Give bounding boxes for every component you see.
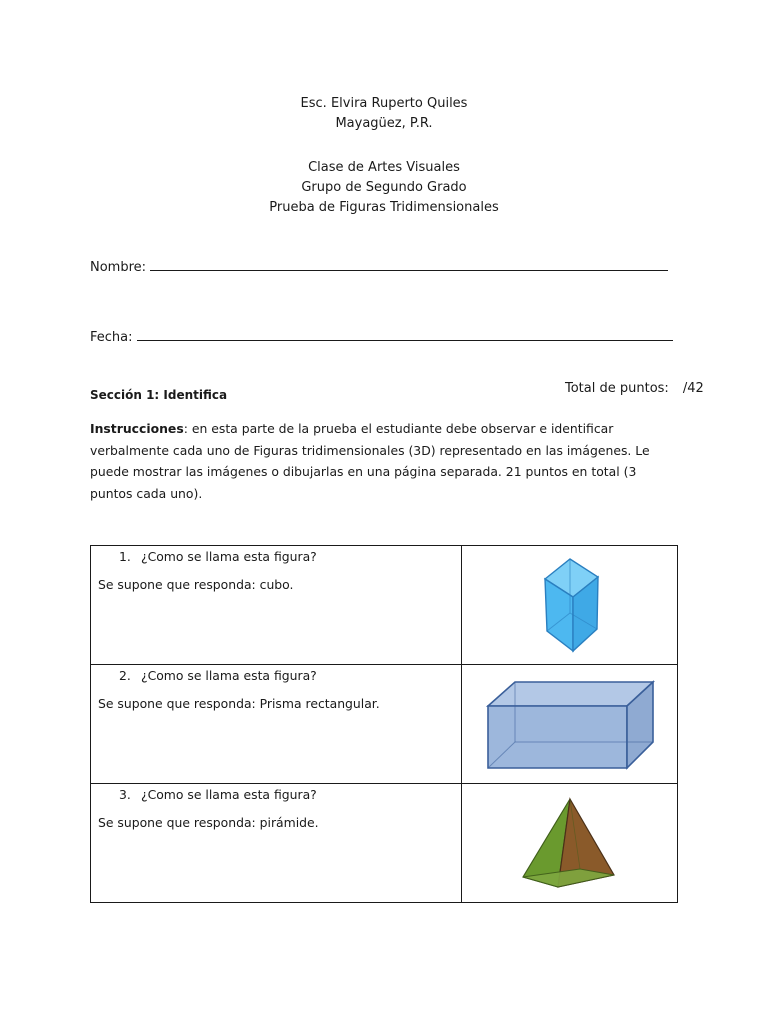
instructions-text: : en esta parte de la prueba el estudiante debe observar e identificar verbalmente cada uno de Figuras tridimensionales (3D) representado en las imágenes. Le puede mostrar las imágenes o dibujarlas en una página separada. 21 puntos en total (3 puntos cada uno). bbox=[90, 421, 650, 501]
table-row bbox=[91, 546, 678, 665]
question-number: 2. bbox=[119, 668, 131, 683]
expected-answer: Se supone que responda: pirámide. bbox=[98, 815, 319, 830]
total-value: /42 bbox=[682, 381, 704, 396]
pyramid-figure bbox=[520, 797, 620, 889]
figure-cell bbox=[462, 546, 678, 665]
rectangular-prism-figure bbox=[485, 678, 655, 770]
date-blank-line[interactable] bbox=[137, 326, 673, 341]
expected-answer: Se supone que responda: cubo. bbox=[98, 577, 294, 592]
total-label: Total de puntos: bbox=[565, 381, 669, 396]
name-blank-line[interactable] bbox=[150, 256, 668, 271]
instructions-lead: Instrucciones bbox=[90, 421, 184, 436]
figure-cell bbox=[462, 784, 678, 903]
question-text: ¿Como se llama esta figura? bbox=[141, 549, 317, 564]
school-name: Esc. Elvira Ruperto Quiles bbox=[300, 96, 468, 111]
expected-answer: Se supone que responda: Prisma rectangular. bbox=[98, 696, 380, 711]
school-header bbox=[0, 94, 768, 134]
questions-table bbox=[90, 545, 678, 903]
cube-figure bbox=[535, 555, 605, 655]
name-field bbox=[90, 256, 668, 278]
question-text: ¿Como se llama esta figura? bbox=[141, 668, 317, 683]
instructions-paragraph bbox=[90, 418, 680, 504]
question-line bbox=[91, 546, 461, 566]
figure-cell bbox=[462, 665, 678, 784]
date-field bbox=[90, 326, 673, 348]
question-text: ¿Como se llama esta figura? bbox=[141, 787, 317, 802]
table-row bbox=[91, 784, 678, 903]
group-name: Grupo de Segundo Grado bbox=[301, 180, 467, 195]
question-cell bbox=[91, 665, 462, 784]
test-title: Prueba de Figuras Tridimensionales bbox=[269, 200, 499, 215]
table-row bbox=[91, 665, 678, 784]
question-line bbox=[91, 784, 461, 804]
total-points bbox=[565, 379, 704, 399]
class-header bbox=[0, 158, 768, 218]
question-number: 3. bbox=[119, 787, 131, 802]
school-town: Mayagüez, P.R. bbox=[335, 116, 433, 131]
question-cell bbox=[91, 784, 462, 903]
question-cell bbox=[91, 546, 462, 665]
question-line bbox=[91, 665, 461, 685]
section-title: Sección 1: Identifica bbox=[90, 388, 228, 402]
class-name: Clase de Artes Visuales bbox=[308, 160, 460, 175]
question-number: 1. bbox=[119, 549, 131, 564]
name-label: Nombre: bbox=[90, 260, 147, 275]
date-label: Fecha: bbox=[90, 330, 133, 345]
